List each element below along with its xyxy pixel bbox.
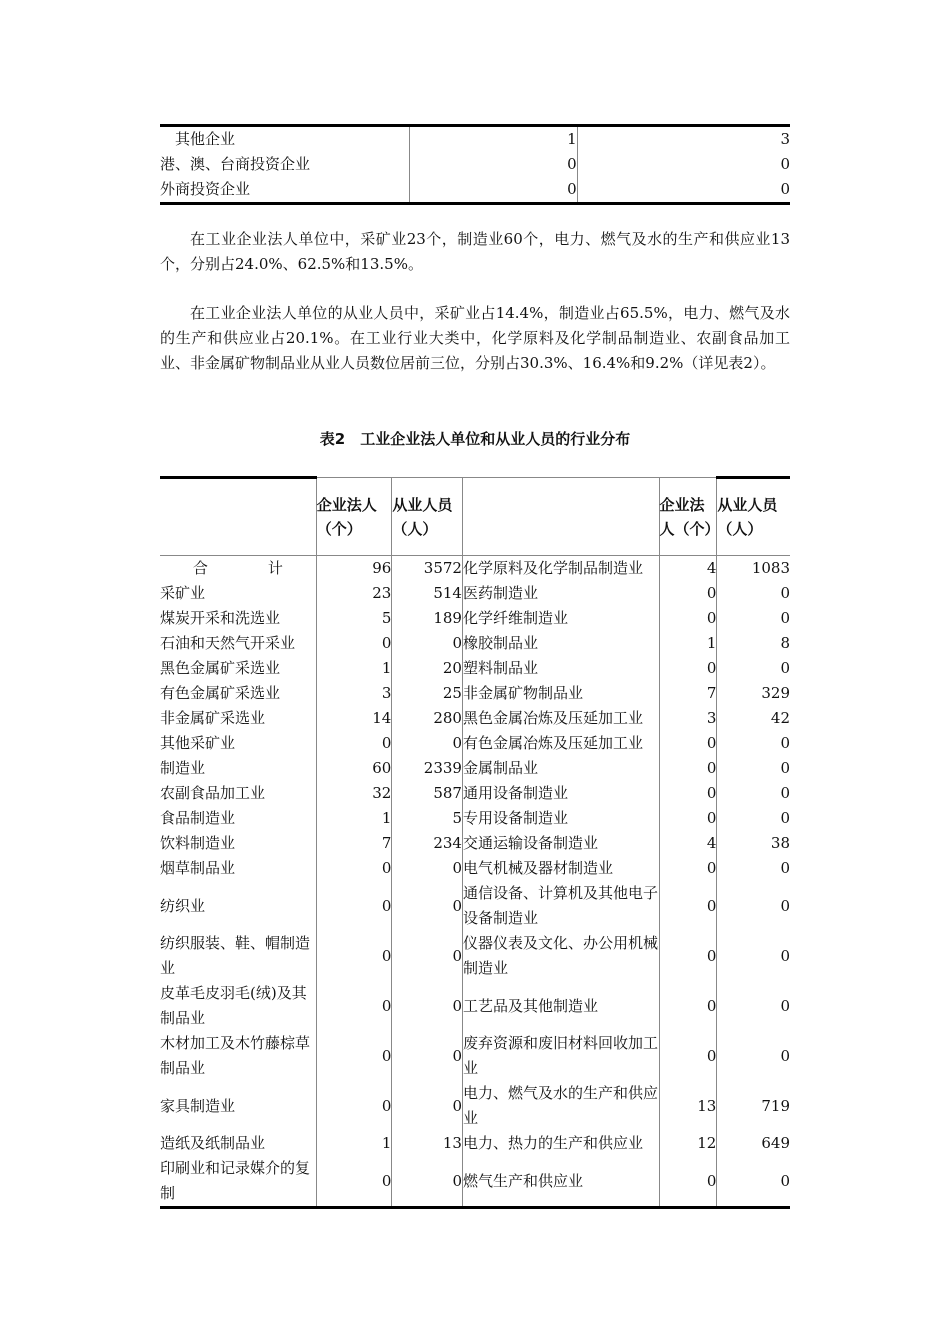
staff-left: 0 [392, 1031, 463, 1081]
paragraph-units: 在工业企业法人单位中，采矿业23个，制造业60个，电力、燃气及水的生产和供应业13个，分别占24.0%、62.5%和13.5%。 [160, 230, 790, 273]
units-right: 0 [659, 806, 717, 831]
units-left: 1 [316, 806, 392, 831]
units-left: 23 [316, 581, 392, 606]
paragraph-staff: 在工业企业法人单位的从业人员中，采矿业占14.4%，制造业占65.5%，电力、燃气及水的生产和供应业占20.1%。在工业行业大类中，化学原料及化学制品制造业、农副食品加工业、非金属矿物制品业从业人员数位居前三位，分别占30.3%、16.4%和9.2%（详见表2）。 [160, 304, 790, 372]
staff-left: 0 [392, 731, 463, 756]
table-row [160, 631, 790, 656]
staff-right: 0 [717, 656, 790, 681]
units-right: 0 [659, 856, 717, 881]
table-row [160, 656, 790, 681]
staff-right: 42 [717, 706, 790, 731]
units-left: 0 [316, 1031, 392, 1081]
header-staff-2: 从业人员（人） [717, 478, 790, 556]
industry-left: 采矿业 [160, 584, 206, 602]
industry-right: 通用设备制造业 [462, 781, 659, 806]
industry-left: 石油和天然气开采业 [160, 634, 296, 652]
industry-left: 造纸及纸制品业 [160, 1134, 266, 1152]
units-right: 4 [659, 556, 717, 582]
units-left: 0 [316, 1081, 392, 1131]
header-staff: 从业人员（人） [392, 478, 463, 556]
staff-right: 1083 [717, 556, 790, 582]
staff-value: 3 [577, 126, 790, 153]
table-row [160, 856, 790, 881]
units-left: 96 [316, 556, 392, 582]
units-right: 0 [659, 781, 717, 806]
table-row [160, 831, 790, 856]
table-row [160, 706, 790, 731]
table-row [160, 681, 790, 706]
industry-left: 农副食品加工业 [160, 784, 266, 802]
industry-left: 家具制造业 [160, 1096, 236, 1115]
units-right: 0 [659, 981, 717, 1031]
staff-left: 587 [392, 781, 463, 806]
industry-left: 烟草制品业 [160, 859, 236, 877]
units-right: 0 [659, 656, 717, 681]
table-row [160, 1031, 790, 1081]
units-left: 7 [316, 831, 392, 856]
industry-right: 专用设备制造业 [462, 806, 659, 831]
industry-right: 金属制品业 [462, 756, 659, 781]
industry-right: 化学纤维制造业 [462, 606, 659, 631]
industry-left: 煤炭开采和洗选业 [160, 609, 281, 627]
units-right: 3 [659, 706, 717, 731]
industry-left: 有色金属矿采选业 [160, 684, 281, 702]
units-value: 0 [410, 177, 577, 204]
units-right: 0 [659, 1031, 717, 1081]
table-row [160, 806, 790, 831]
units-right: 0 [659, 756, 717, 781]
units-value: 0 [410, 152, 577, 177]
staff-right: 0 [717, 606, 790, 631]
industry-right: 有色金属冶炼及压延加工业 [462, 731, 659, 756]
table-row [160, 1081, 790, 1131]
staff-right: 0 [717, 756, 790, 781]
units-right: 7 [659, 681, 717, 706]
units-left: 32 [316, 781, 392, 806]
staff-left: 234 [392, 831, 463, 856]
units-right: 13 [659, 1081, 717, 1131]
industry-left: 纺织业 [160, 896, 206, 915]
table-header-row [160, 478, 790, 556]
staff-right: 0 [717, 781, 790, 806]
units-right: 1 [659, 631, 717, 656]
industry-right: 非金属矿物制品业 [462, 681, 659, 706]
units-left: 0 [316, 856, 392, 881]
units-right: 0 [659, 881, 717, 931]
units-right: 12 [659, 1131, 717, 1156]
header-units-2: 企业法人（个） [659, 478, 717, 556]
staff-right: 0 [717, 981, 790, 1031]
staff-left: 0 [392, 931, 463, 981]
industry-right: 化学原料及化学制品制造业 [462, 556, 659, 582]
staff-value: 0 [577, 177, 790, 204]
staff-left: 2339 [392, 756, 463, 781]
units-left: 60 [316, 756, 392, 781]
table-row [160, 581, 790, 606]
staff-left: 189 [392, 606, 463, 631]
staff-left: 13 [392, 1131, 463, 1156]
staff-left: 0 [392, 981, 463, 1031]
industry-right: 电力、热力的生产和供应业 [462, 1131, 659, 1156]
units-left: 1 [316, 656, 392, 681]
staff-left: 0 [392, 1156, 463, 1208]
table-row [160, 781, 790, 806]
table-row [160, 556, 790, 582]
staff-right: 0 [717, 731, 790, 756]
staff-right: 0 [717, 1156, 790, 1208]
staff-right: 38 [717, 831, 790, 856]
table-row [160, 177, 790, 204]
units-left: 0 [316, 931, 392, 981]
table-row [160, 1131, 790, 1156]
staff-value: 0 [577, 152, 790, 177]
staff-right: 8 [717, 631, 790, 656]
industry-right: 电气机械及器材制造业 [462, 856, 659, 881]
units-left: 3 [316, 681, 392, 706]
enterprise-type-table [160, 124, 790, 205]
staff-left: 3572 [392, 556, 463, 582]
units-left: 1 [316, 1131, 392, 1156]
industry-left: 印刷业和记录媒介的复制 [160, 1159, 311, 1202]
staff-left: 0 [392, 631, 463, 656]
industry-right: 交通运输设备制造业 [462, 831, 659, 856]
staff-left: 0 [392, 1081, 463, 1131]
units-left: 0 [316, 631, 392, 656]
industry-right: 工艺品及其他制造业 [462, 981, 659, 1031]
staff-left: 280 [392, 706, 463, 731]
industry-left: 食品制造业 [160, 809, 236, 827]
staff-right: 0 [717, 1031, 790, 1081]
units-left: 14 [316, 706, 392, 731]
table-row [160, 1156, 790, 1208]
industry-left: 皮革毛皮羽毛(绒)及其制品业 [160, 984, 307, 1027]
units-left: 0 [316, 1156, 392, 1208]
industry-right: 塑料制品业 [462, 656, 659, 681]
industry-left: 纺织服装、鞋、帽制造业 [160, 934, 311, 977]
units-left: 0 [316, 981, 392, 1031]
units-left: 0 [316, 881, 392, 931]
staff-left: 5 [392, 806, 463, 831]
staff-right: 329 [717, 681, 790, 706]
industry-right: 废弃资源和废旧材料回收加工业 [462, 1031, 659, 1081]
units-left: 5 [316, 606, 392, 631]
industry-left: 饮料制造业 [160, 834, 236, 852]
staff-right: 0 [717, 806, 790, 831]
staff-left: 514 [392, 581, 463, 606]
industry-right: 黑色金属冶炼及压延加工业 [462, 706, 659, 731]
staff-right: 649 [717, 1131, 790, 1156]
units-right: 4 [659, 831, 717, 856]
header-blank-2 [462, 478, 659, 556]
staff-right: 0 [717, 881, 790, 931]
industry-right: 医药制造业 [462, 581, 659, 606]
units-value: 1 [410, 126, 577, 153]
industry-right: 橡胶制品业 [462, 631, 659, 656]
units-right: 0 [659, 606, 717, 631]
industry-left: 黑色金属矿采选业 [160, 659, 281, 677]
industry-right: 仪器仪表及文化、办公用机械制造业 [462, 931, 659, 981]
staff-left: 0 [392, 856, 463, 881]
header-blank [160, 478, 316, 556]
industry-left: 木材加工及木竹藤棕草制品业 [160, 1034, 311, 1077]
row-label: 其他企业 [160, 130, 236, 148]
table-row [160, 881, 790, 931]
industry-right: 燃气生产和供应业 [462, 1156, 659, 1208]
industry-left: 合 计 [192, 559, 283, 577]
units-right: 0 [659, 731, 717, 756]
row-label: 外商投资企业 [160, 180, 251, 198]
industry-left: 制造业 [160, 759, 206, 777]
industry-distribution-table [160, 476, 790, 1209]
industry-left: 其他采矿业 [160, 734, 236, 752]
table-row [160, 126, 790, 153]
table-row [160, 981, 790, 1031]
units-right: 0 [659, 1156, 717, 1208]
industry-right: 电力、燃气及水的生产和供应业 [462, 1081, 659, 1131]
header-units: 企业法人（个） [316, 478, 392, 556]
units-right: 0 [659, 581, 717, 606]
staff-right: 719 [717, 1081, 790, 1131]
staff-left: 20 [392, 656, 463, 681]
table-row [160, 152, 790, 177]
row-label: 港、澳、台商投资企业 [160, 155, 311, 173]
table-row [160, 931, 790, 981]
staff-left: 0 [392, 881, 463, 931]
industry-right: 通信设备、计算机及其他电子设备制造业 [462, 881, 659, 931]
staff-left: 25 [392, 681, 463, 706]
table-caption: 表2 工业企业法人单位和从业人员的行业分布 [319, 430, 631, 448]
table-row [160, 756, 790, 781]
industry-left: 非金属矿采选业 [160, 709, 266, 727]
table-row [160, 731, 790, 756]
table-row [160, 606, 790, 631]
units-right: 0 [659, 931, 717, 981]
staff-right: 0 [717, 856, 790, 881]
staff-right: 0 [717, 931, 790, 981]
units-left: 0 [316, 731, 392, 756]
staff-right: 0 [717, 581, 790, 606]
